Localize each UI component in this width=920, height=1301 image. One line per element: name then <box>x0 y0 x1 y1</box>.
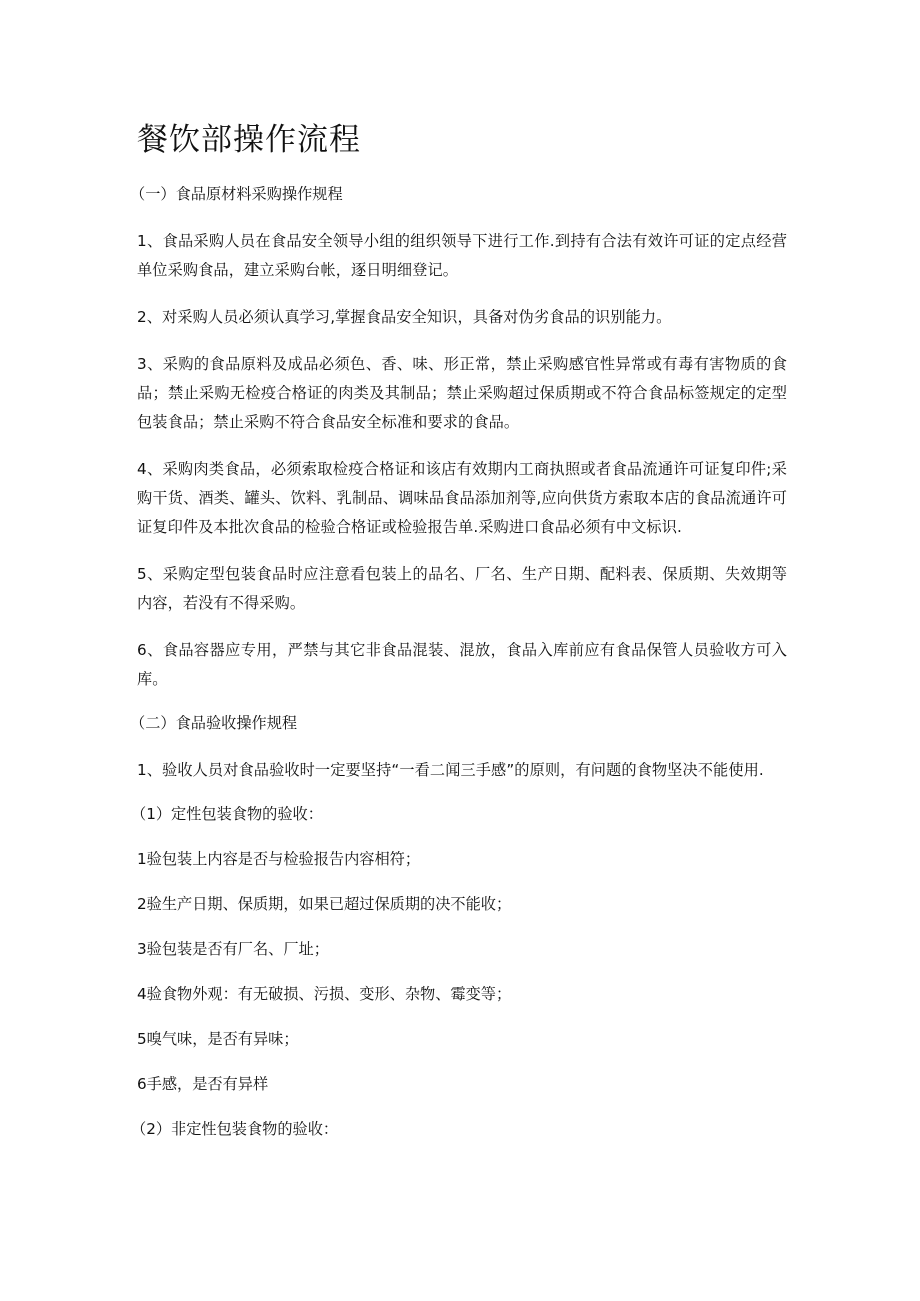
document-title: 餐饮部操作流程 <box>137 122 361 158</box>
list-item: 1验包装上内容是否与检验报告内容相符； <box>137 850 421 868</box>
section-heading-procurement: （一）食品原材料采购操作规程 <box>130 185 343 203</box>
paragraph: 2、对采购人员必须认真学习,掌握食品安全知识，具备对伪劣食品的识别能力。 <box>137 308 672 326</box>
list-item: 5嗅气味，是否有异味； <box>137 1030 299 1048</box>
paragraph: 1、食品采购人员在食品安全领导小组的组织领导下进行工作.到持有合法有效许可证的定点经营单位采购食品，建立采购台帐，逐日明细登记。 <box>137 232 787 279</box>
list-item: 4验食物外观：有无破损、污损、变形、杂物、霉变等； <box>137 985 512 1003</box>
list-item: 3验包装是否有厂名、厂址； <box>137 940 329 958</box>
paragraph: 6、食品容器应专用，严禁与其它非食品混装、混放，食品入库前应有食品保管人员验收方可入库。 <box>137 641 787 688</box>
section-heading-acceptance: （二）食品验收操作规程 <box>130 714 298 732</box>
document-body <box>130 118 787 1162</box>
paragraph: 4、采购肉类食品，必须索取检疫合格证和该店有效期内工商执照或者食品流通许可证复印件;采购干货、酒类、罐头、饮料、乳制品、调味品食品添加剂等,应向供货方索取本店的食品流通许可证复印件及本批次食品的检验合格证或检验报告单.采购进口食品必须有中文标识. <box>137 460 787 536</box>
sub-heading-packaged: （1）定性包装食物的验收： <box>131 805 323 823</box>
paragraph: 3、采购的食品原料及成品必须色、香、味、形正常，禁止采购感官性异常或有毒有害物质的食品；禁止采购无检疫合格证的肉类及其制品；禁止采购超过保质期或不符合食品标签规定的定型包装食品；禁止采购不符合食品安全标准和要求的食品。 <box>137 355 787 431</box>
list-item: 2验生产日期、保质期，如果已超过保质期的决不能收； <box>137 895 512 913</box>
sub-heading-unpackaged: （2）非定性包装食物的验收： <box>131 1120 339 1138</box>
list-item: 6手感，是否有异样 <box>137 1075 269 1093</box>
paragraph: 1、验收人员对食品验收时一定要坚持“一看二闻三手感”的原则，有问题的食物坚决不能使用. <box>137 761 764 779</box>
paragraph: 5、采购定型包装食品时应注意看包装上的品名、厂名、生产日期、配料表、保质期、失效期等内容，若没有不得采购。 <box>137 565 787 612</box>
